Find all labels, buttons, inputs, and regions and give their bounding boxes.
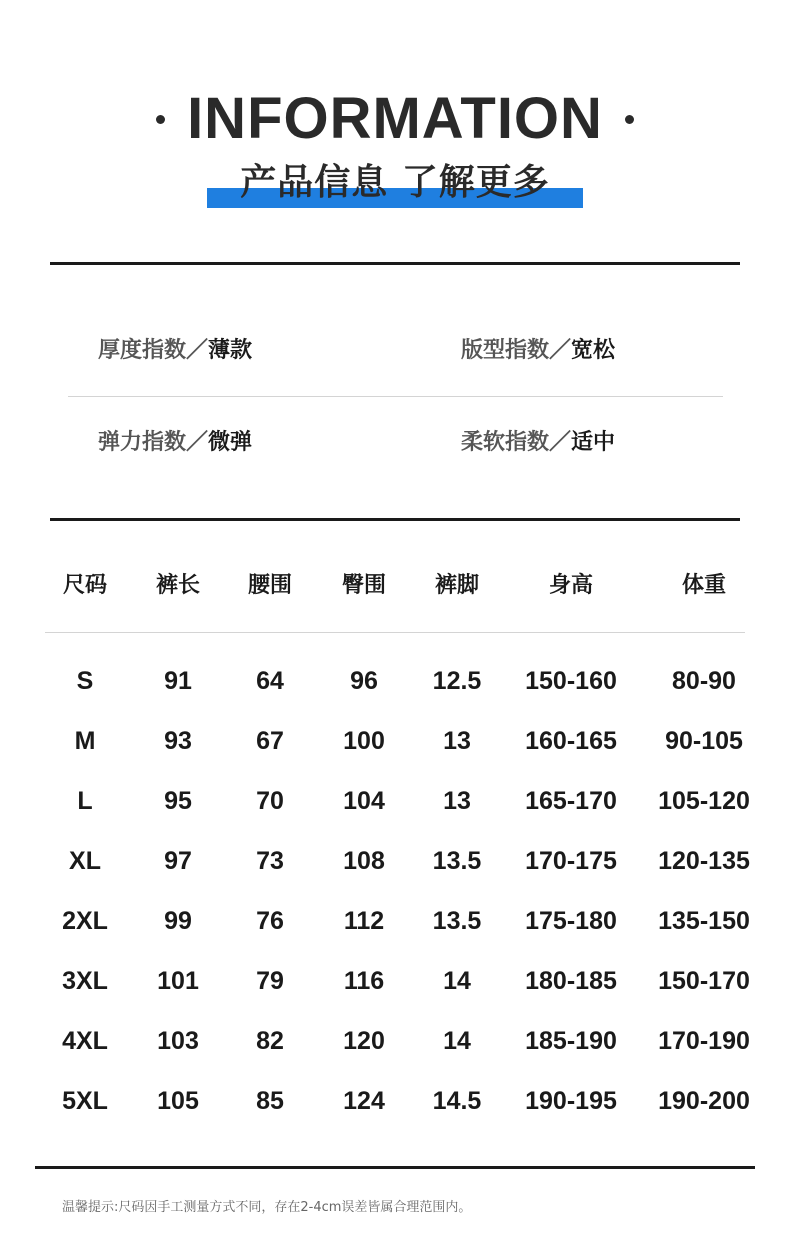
attr-softness-value: 适中 bbox=[571, 430, 616, 455]
table-row bbox=[0, 781, 790, 821]
cell-weight: 135-150 bbox=[658, 907, 750, 935]
cell-hem: 14.5 bbox=[432, 1087, 482, 1115]
info-header bbox=[0, 82, 790, 208]
cell-hip: 120 bbox=[343, 1027, 385, 1055]
header-cell-waist: 腰围 bbox=[247, 573, 293, 598]
cell-weight: 190-200 bbox=[658, 1087, 750, 1115]
cell-height: 170-175 bbox=[525, 847, 617, 875]
table-row bbox=[0, 841, 790, 881]
attr-thickness bbox=[98, 336, 252, 366]
cell-waist: 70 bbox=[256, 787, 284, 815]
cell-length: 93 bbox=[164, 727, 192, 755]
cell-hem: 14 bbox=[443, 1027, 471, 1055]
header-cell-size: 尺码 bbox=[62, 573, 108, 598]
subtitle-block bbox=[207, 160, 583, 208]
table-row bbox=[0, 961, 790, 1001]
header-cell-hip: 臀围 bbox=[341, 573, 387, 598]
cell-length: 91 bbox=[164, 667, 192, 695]
cell-weight: 105-120 bbox=[658, 787, 750, 815]
cell-waist: 79 bbox=[256, 967, 284, 995]
table-row bbox=[0, 661, 790, 701]
cell-waist: 85 bbox=[256, 1087, 284, 1115]
cell-waist: 64 bbox=[256, 667, 284, 695]
cell-length: 101 bbox=[157, 967, 199, 995]
cell-hip: 96 bbox=[350, 667, 378, 695]
attributes-divider bbox=[68, 396, 723, 397]
cell-height: 180-185 bbox=[525, 967, 617, 995]
cell-weight: 90-105 bbox=[665, 727, 743, 755]
attr-fit bbox=[461, 336, 615, 366]
attr-elasticity bbox=[98, 428, 252, 458]
header-cell-hem: 裤脚 bbox=[434, 573, 480, 598]
title-row bbox=[0, 82, 790, 156]
table-row bbox=[0, 901, 790, 941]
cell-weight: 120-135 bbox=[658, 847, 750, 875]
cell-waist: 82 bbox=[256, 1027, 284, 1055]
cell-weight: 80-90 bbox=[672, 667, 736, 695]
cell-weight: 150-170 bbox=[658, 967, 750, 995]
attr-elasticity-label: 弹力指数／ bbox=[98, 430, 209, 455]
cell-waist: 73 bbox=[256, 847, 284, 875]
cell-size: M bbox=[74, 727, 96, 755]
table-row bbox=[0, 1021, 790, 1061]
cell-height: 160-165 bbox=[525, 727, 617, 755]
cell-hem: 13 bbox=[443, 727, 471, 755]
cell-height: 190-195 bbox=[525, 1087, 617, 1115]
cell-weight: 170-190 bbox=[658, 1027, 750, 1055]
table-row bbox=[0, 1081, 790, 1121]
header-cell-weight: 体重 bbox=[681, 573, 727, 598]
attr-thickness-value: 薄款 bbox=[208, 338, 253, 363]
attr-fit-value: 宽松 bbox=[571, 338, 616, 363]
header-cell-length: 裤长 bbox=[155, 573, 201, 598]
cell-size: XL bbox=[69, 847, 101, 875]
page-subtitle: 产品信息 了解更多 bbox=[240, 162, 550, 203]
cell-hip: 108 bbox=[343, 847, 385, 875]
cell-size: 4XL bbox=[62, 1027, 108, 1055]
cell-waist: 76 bbox=[256, 907, 284, 935]
attr-thickness-label: 厚度指数／ bbox=[98, 338, 209, 363]
cell-height: 175-180 bbox=[525, 907, 617, 935]
right-dot-icon bbox=[625, 115, 634, 124]
cell-height: 150-160 bbox=[525, 667, 617, 695]
cell-hip: 112 bbox=[343, 907, 385, 935]
attr-softness-label: 柔软指数／ bbox=[461, 430, 572, 455]
cell-length: 105 bbox=[157, 1087, 199, 1115]
cell-hem: 13 bbox=[443, 787, 471, 815]
table-top-divider bbox=[50, 518, 740, 521]
attr-softness bbox=[461, 428, 615, 458]
cell-length: 103 bbox=[157, 1027, 199, 1055]
attr-fit-label: 版型指数／ bbox=[461, 338, 572, 363]
cell-hip: 100 bbox=[343, 727, 385, 755]
cell-size: 5XL bbox=[62, 1087, 108, 1115]
bottom-divider bbox=[35, 1166, 755, 1169]
left-dot-icon bbox=[156, 115, 165, 124]
cell-hem: 12.5 bbox=[432, 667, 482, 695]
cell-length: 99 bbox=[164, 907, 192, 935]
size-table-header bbox=[0, 566, 790, 606]
header-cell-height: 身高 bbox=[548, 573, 594, 598]
table-row bbox=[0, 721, 790, 761]
cell-hip: 104 bbox=[343, 787, 385, 815]
cell-hip: 124 bbox=[343, 1087, 385, 1115]
header-divider bbox=[45, 632, 745, 633]
cell-size: S bbox=[76, 667, 94, 695]
cell-size: 3XL bbox=[62, 967, 108, 995]
page-title: INFORMATION bbox=[187, 86, 603, 151]
cell-hem: 13.5 bbox=[432, 847, 482, 875]
cell-hip: 116 bbox=[343, 967, 385, 995]
measurement-note: 温馨提示:尺码因手工测量方式不同，存在2-4cm误差皆属合理范围内。 bbox=[62, 1200, 472, 1215]
cell-height: 165-170 bbox=[525, 787, 617, 815]
cell-height: 185-190 bbox=[525, 1027, 617, 1055]
cell-waist: 67 bbox=[256, 727, 284, 755]
cell-hem: 14 bbox=[443, 967, 471, 995]
cell-length: 97 bbox=[164, 847, 192, 875]
cell-hem: 13.5 bbox=[432, 907, 482, 935]
top-divider bbox=[50, 262, 740, 265]
attr-elasticity-value: 微弹 bbox=[208, 430, 253, 455]
cell-size: L bbox=[77, 787, 93, 815]
cell-size: 2XL bbox=[62, 907, 108, 935]
cell-length: 95 bbox=[164, 787, 192, 815]
